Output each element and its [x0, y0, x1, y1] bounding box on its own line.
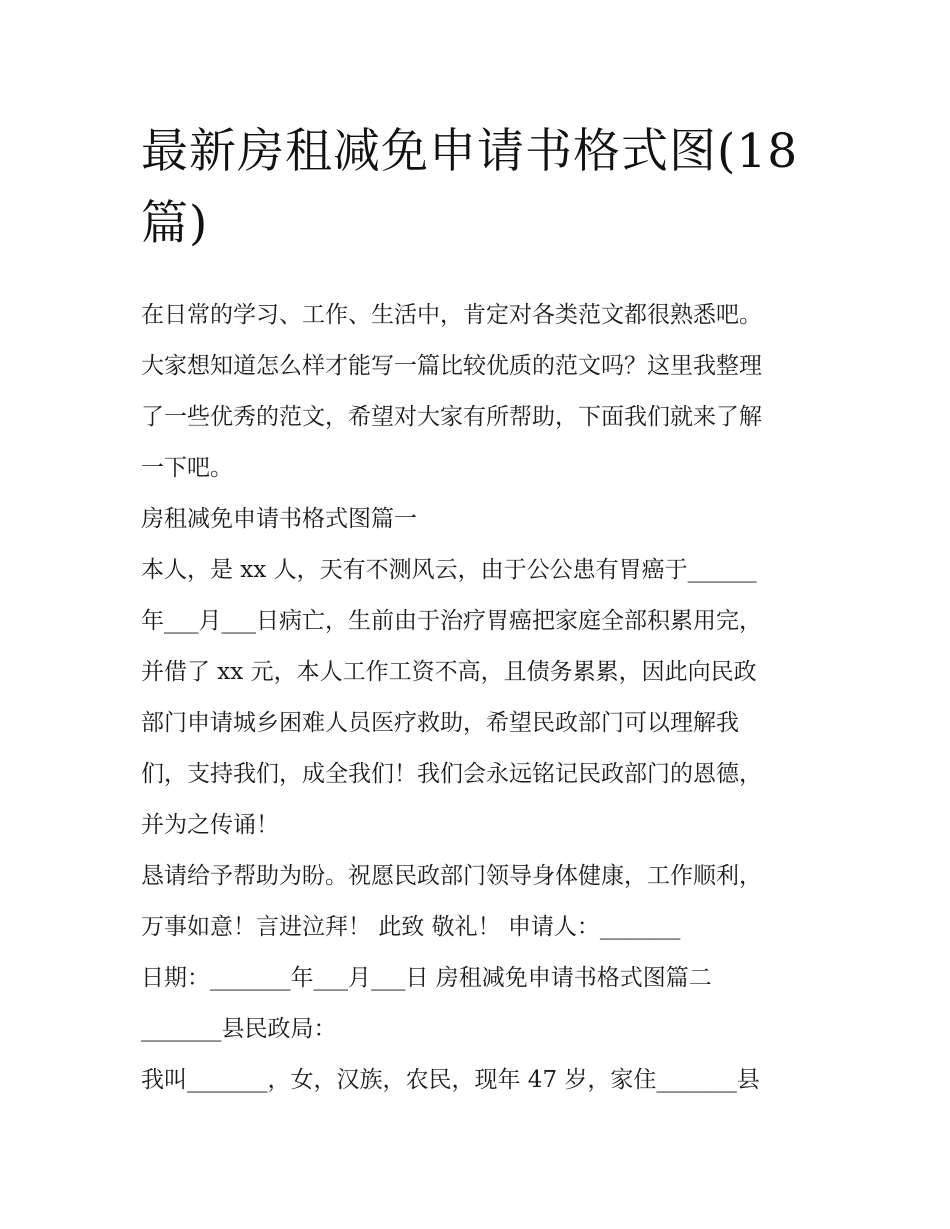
page-title	[141, 116, 813, 260]
text-line: 年___月___日病亡，生前由于治疗胃癌把家庭全部积累用完，	[141, 608, 762, 634]
body-text	[141, 290, 813, 1106]
text-line: 万事如意！言进泣拜！ 此致 敬礼！ 申请人：_______	[141, 914, 681, 940]
text-line: 日期：_______年___月___日 房租减免申请书格式图篇二	[141, 965, 712, 991]
text-line: 并借了 xx 元，本人工作工资不高，且债务累累，因此向民政	[141, 659, 757, 685]
text-line: 并为之传诵！	[141, 812, 279, 838]
title-line-1: 最新房租减免申请书格式图(18	[141, 124, 799, 179]
text-line: 本人，是 xx 人，天有不测风云，由于公公患有胃癌于______	[141, 557, 757, 583]
text-line: 我叫_______，女，汉族，农民，现年 47 岁，家住_______县	[141, 1067, 760, 1093]
text-line: 在日常的学习、工作、生活中，肯定对各类范文都很熟悉吧。	[141, 302, 762, 328]
document-content	[141, 116, 813, 1106]
text-line: 恳请给予帮助为盼。祝愿民政部门领导身体健康，工作顺利，	[141, 863, 762, 889]
text-line: 一下吧。	[141, 455, 233, 481]
text-line: _______县民政局：	[141, 1016, 337, 1042]
text-line: 部门申请城乡困难人员医疗救助，希望民政部门可以理解我	[141, 710, 739, 736]
text-line: 大家想知道怎么样才能写一篇比较优质的范文吗？这里我整理	[141, 353, 762, 379]
text-line: 们，支持我们，成全我们！我们会永远铭记民政部门的恩德，	[141, 761, 762, 787]
title-line-2: 篇)	[141, 196, 209, 251]
text-line: 了一些优秀的范文，希望对大家有所帮助，下面我们就来了解	[141, 404, 762, 430]
section-heading: 房租减免申请书格式图篇一	[141, 506, 417, 532]
